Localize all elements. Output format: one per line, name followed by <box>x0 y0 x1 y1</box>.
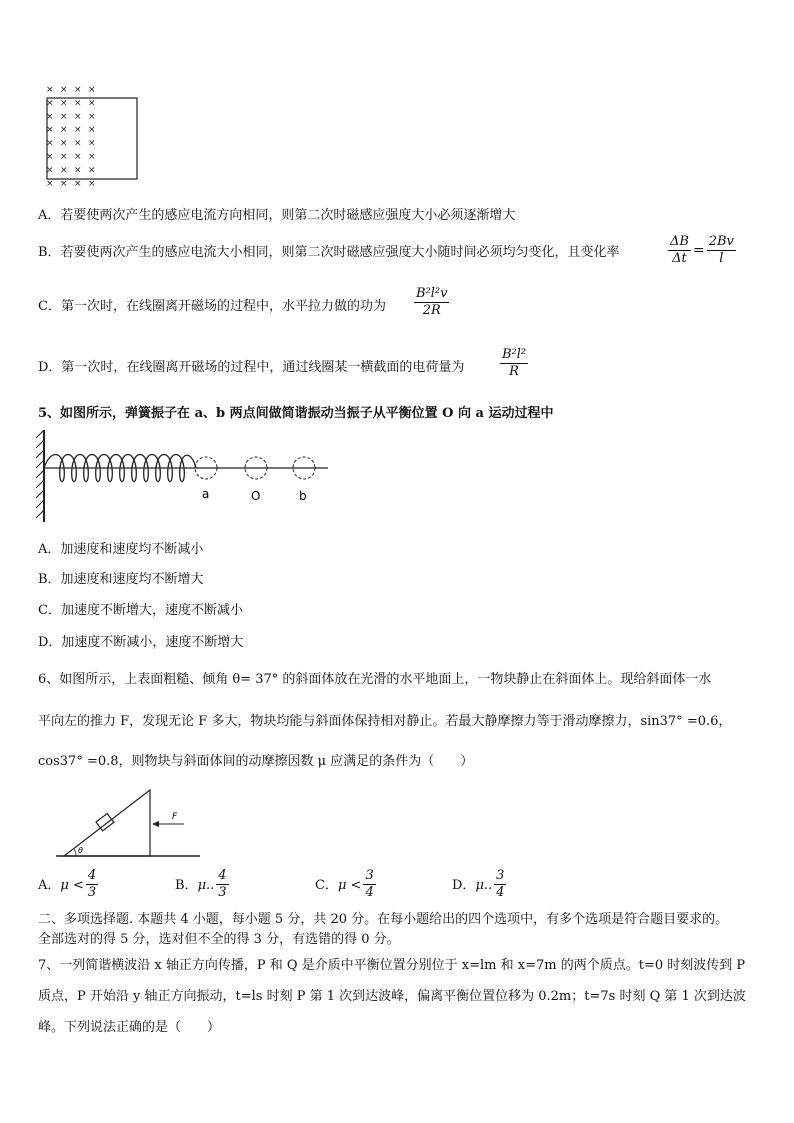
q6-line-1: 6、如图所示，上表面粗糙、倾角 θ= 37° 的斜面体放在光滑的水平地面上，一物块静止在斜面体上。现给斜面体一水 <box>38 672 712 687</box>
field-cross-mark: × <box>46 85 54 95</box>
field-cross-mark: × <box>74 152 82 162</box>
field-cross-mark: × <box>46 125 54 136</box>
option-label: C． <box>315 878 338 893</box>
q6-option-d <box>452 868 508 901</box>
field-cross-mark: × <box>88 85 96 95</box>
incline-wedge <box>64 790 150 856</box>
field-cross-mark: × <box>88 125 96 136</box>
equals-sign: = <box>692 242 705 259</box>
option-relation: μ.. <box>475 878 493 893</box>
option-label: A． <box>38 878 61 893</box>
field-cross-mark: × <box>74 125 82 136</box>
option-relation: μ < <box>60 878 84 893</box>
frac-denominator: 3 <box>87 885 97 900</box>
q4-option-c-formula <box>412 286 451 319</box>
q6-option-b <box>175 868 231 901</box>
field-cross-mark: × <box>46 165 54 176</box>
q7-line-2: 质点，P 开始沿 y 轴正方向振动，t=ls 时刻 P 第 1 次到达波峰，偏离平衡位置位移为 0.2m；t=7s 时刻 Q 第 1 次到达波 <box>38 989 746 1004</box>
frac-numerator: 3 <box>365 868 374 883</box>
frac-denominator: 2R <box>422 303 441 318</box>
q4-option-b-text: B．若要使两次产生的感应电流大小相同，则第二次时磁感应强度大小随时间必须均匀变化，且变化率 <box>38 245 620 260</box>
frac-numerator: 4 <box>87 868 97 883</box>
field-cross-mark: × <box>46 152 54 162</box>
field-cross-mark: × <box>60 165 68 176</box>
field-cross-mark: × <box>74 165 82 176</box>
spring-oscillator-figure <box>36 428 336 524</box>
q7-line-3: 峰。下列说法正确的是（ ） <box>38 1020 221 1035</box>
frac-denominator: 4 <box>496 885 505 900</box>
label-b: b <box>299 489 307 503</box>
field-cross-mark: × <box>74 138 82 149</box>
field-cross-mark: × <box>74 98 82 109</box>
frac-denominator: 4 <box>365 885 374 900</box>
force-label: F <box>172 812 178 822</box>
field-cross-mark: × <box>88 98 96 109</box>
frac-numerator: ΔB <box>670 234 689 249</box>
field-cross-mark: × <box>46 111 54 122</box>
field-cross-mark: × <box>60 125 68 136</box>
label-o: O <box>251 489 261 503</box>
q6-option-c <box>315 868 378 901</box>
option-relation: μ < <box>337 878 362 893</box>
frac-numerator: B²l²v <box>416 286 448 301</box>
q4-option-b <box>38 244 620 262</box>
q6-option-a <box>38 868 100 901</box>
field-cross-mark: × <box>46 98 54 109</box>
block <box>96 814 114 831</box>
q4-option-b-formula <box>666 234 738 267</box>
field-cross-mark: × <box>88 165 96 176</box>
field-cross-mark: × <box>60 152 68 162</box>
option-label: B． <box>175 878 198 893</box>
field-cross-mark: × <box>46 138 54 149</box>
field-cross-mark: × <box>60 178 68 189</box>
field-cross-mark: × <box>60 85 68 95</box>
q4-option-d: D．第一次时，在线圈离开磁场的过程中，通过线圈某一横截面的电荷量为 <box>38 360 465 375</box>
field-crosses <box>46 85 96 189</box>
field-cross-mark: × <box>88 178 96 189</box>
magnetic-field-figure <box>40 84 142 192</box>
field-cross-mark: × <box>60 138 68 149</box>
frac-numerator: 2Bv <box>708 234 734 249</box>
field-cross-mark: × <box>60 98 68 109</box>
q6-line-3: cos37° =0.8，则物块与斜面体间的动摩擦因数 μ 应满足的条件为（ ） <box>38 754 474 769</box>
q6-options <box>38 868 598 908</box>
q4-option-c: C．第一次时，在线圈离开磁场的过程中，水平拉力做的功为 <box>38 299 386 314</box>
option-relation: μ.. <box>197 878 215 893</box>
field-cross-mark: × <box>74 111 82 122</box>
q5-stem: 5、如图所示，弹簧振子在 a、b 两点间做简谐振动当振子从平衡位置 O 向 a 运动过程中 <box>38 406 554 421</box>
field-cross-mark: × <box>74 178 82 189</box>
frac-numerator: B²l² <box>502 347 527 362</box>
field-cross-mark: × <box>88 138 96 149</box>
option-label: D． <box>452 878 476 893</box>
field-cross-mark: × <box>88 111 96 122</box>
q6-line-2: 平向左的推力 F，发现无论 F 多大，物块均能与斜面体保持相对静止。若最大静摩擦力等于滑动摩擦力，sin37° =0.6， <box>38 714 732 729</box>
field-cross-mark: × <box>88 152 96 162</box>
angle-label: θ <box>78 846 83 855</box>
frac-denominator: Δt <box>672 251 687 266</box>
q4-option-d-formula <box>498 347 530 380</box>
label-a: a <box>202 487 210 501</box>
frac-denominator: R <box>509 364 519 379</box>
field-cross-mark: × <box>46 178 54 189</box>
field-cross-mark: × <box>60 111 68 122</box>
q5-option-c: C．加速度不断增大，速度不断减小 <box>38 603 243 618</box>
frac-denominator: l <box>719 251 724 266</box>
q5-option-a: A．加速度和速度均不断减小 <box>38 542 204 557</box>
frac-numerator: 3 <box>496 868 505 883</box>
frac-denominator: 3 <box>218 885 227 900</box>
q4-option-a: A．若要使两次产生的感应电流方向相同，则第二次时磁感应强度大小必须逐渐增大 <box>38 208 516 223</box>
field-cross-mark: × <box>74 85 82 95</box>
frac-numerator: 4 <box>218 868 227 883</box>
section2-line-1: 二、多项选择题. 本题共 4 小题，每小题 5 分，共 20 分。在每小题给出的四个选项中，有多个选项是符合题目要求的。 <box>38 912 729 927</box>
incline-figure <box>54 786 204 860</box>
q5-option-b: B．加速度和速度均不断增大 <box>38 572 204 587</box>
q7-line-1: 7、一列简谐横波沿 x 轴正方向传播，P 和 Q 是介质中平衡位置分别位于 x=lm 和 x=7m 的两个质点。t=0 时刻波传到 P <box>38 958 746 973</box>
section2-line-2: 全部选对的得 5 分，选对但不全的得 3 分，有选错的得 0 分。 <box>38 932 400 947</box>
q5-option-d: D．加速度不断减小，速度不断增大 <box>38 635 244 650</box>
